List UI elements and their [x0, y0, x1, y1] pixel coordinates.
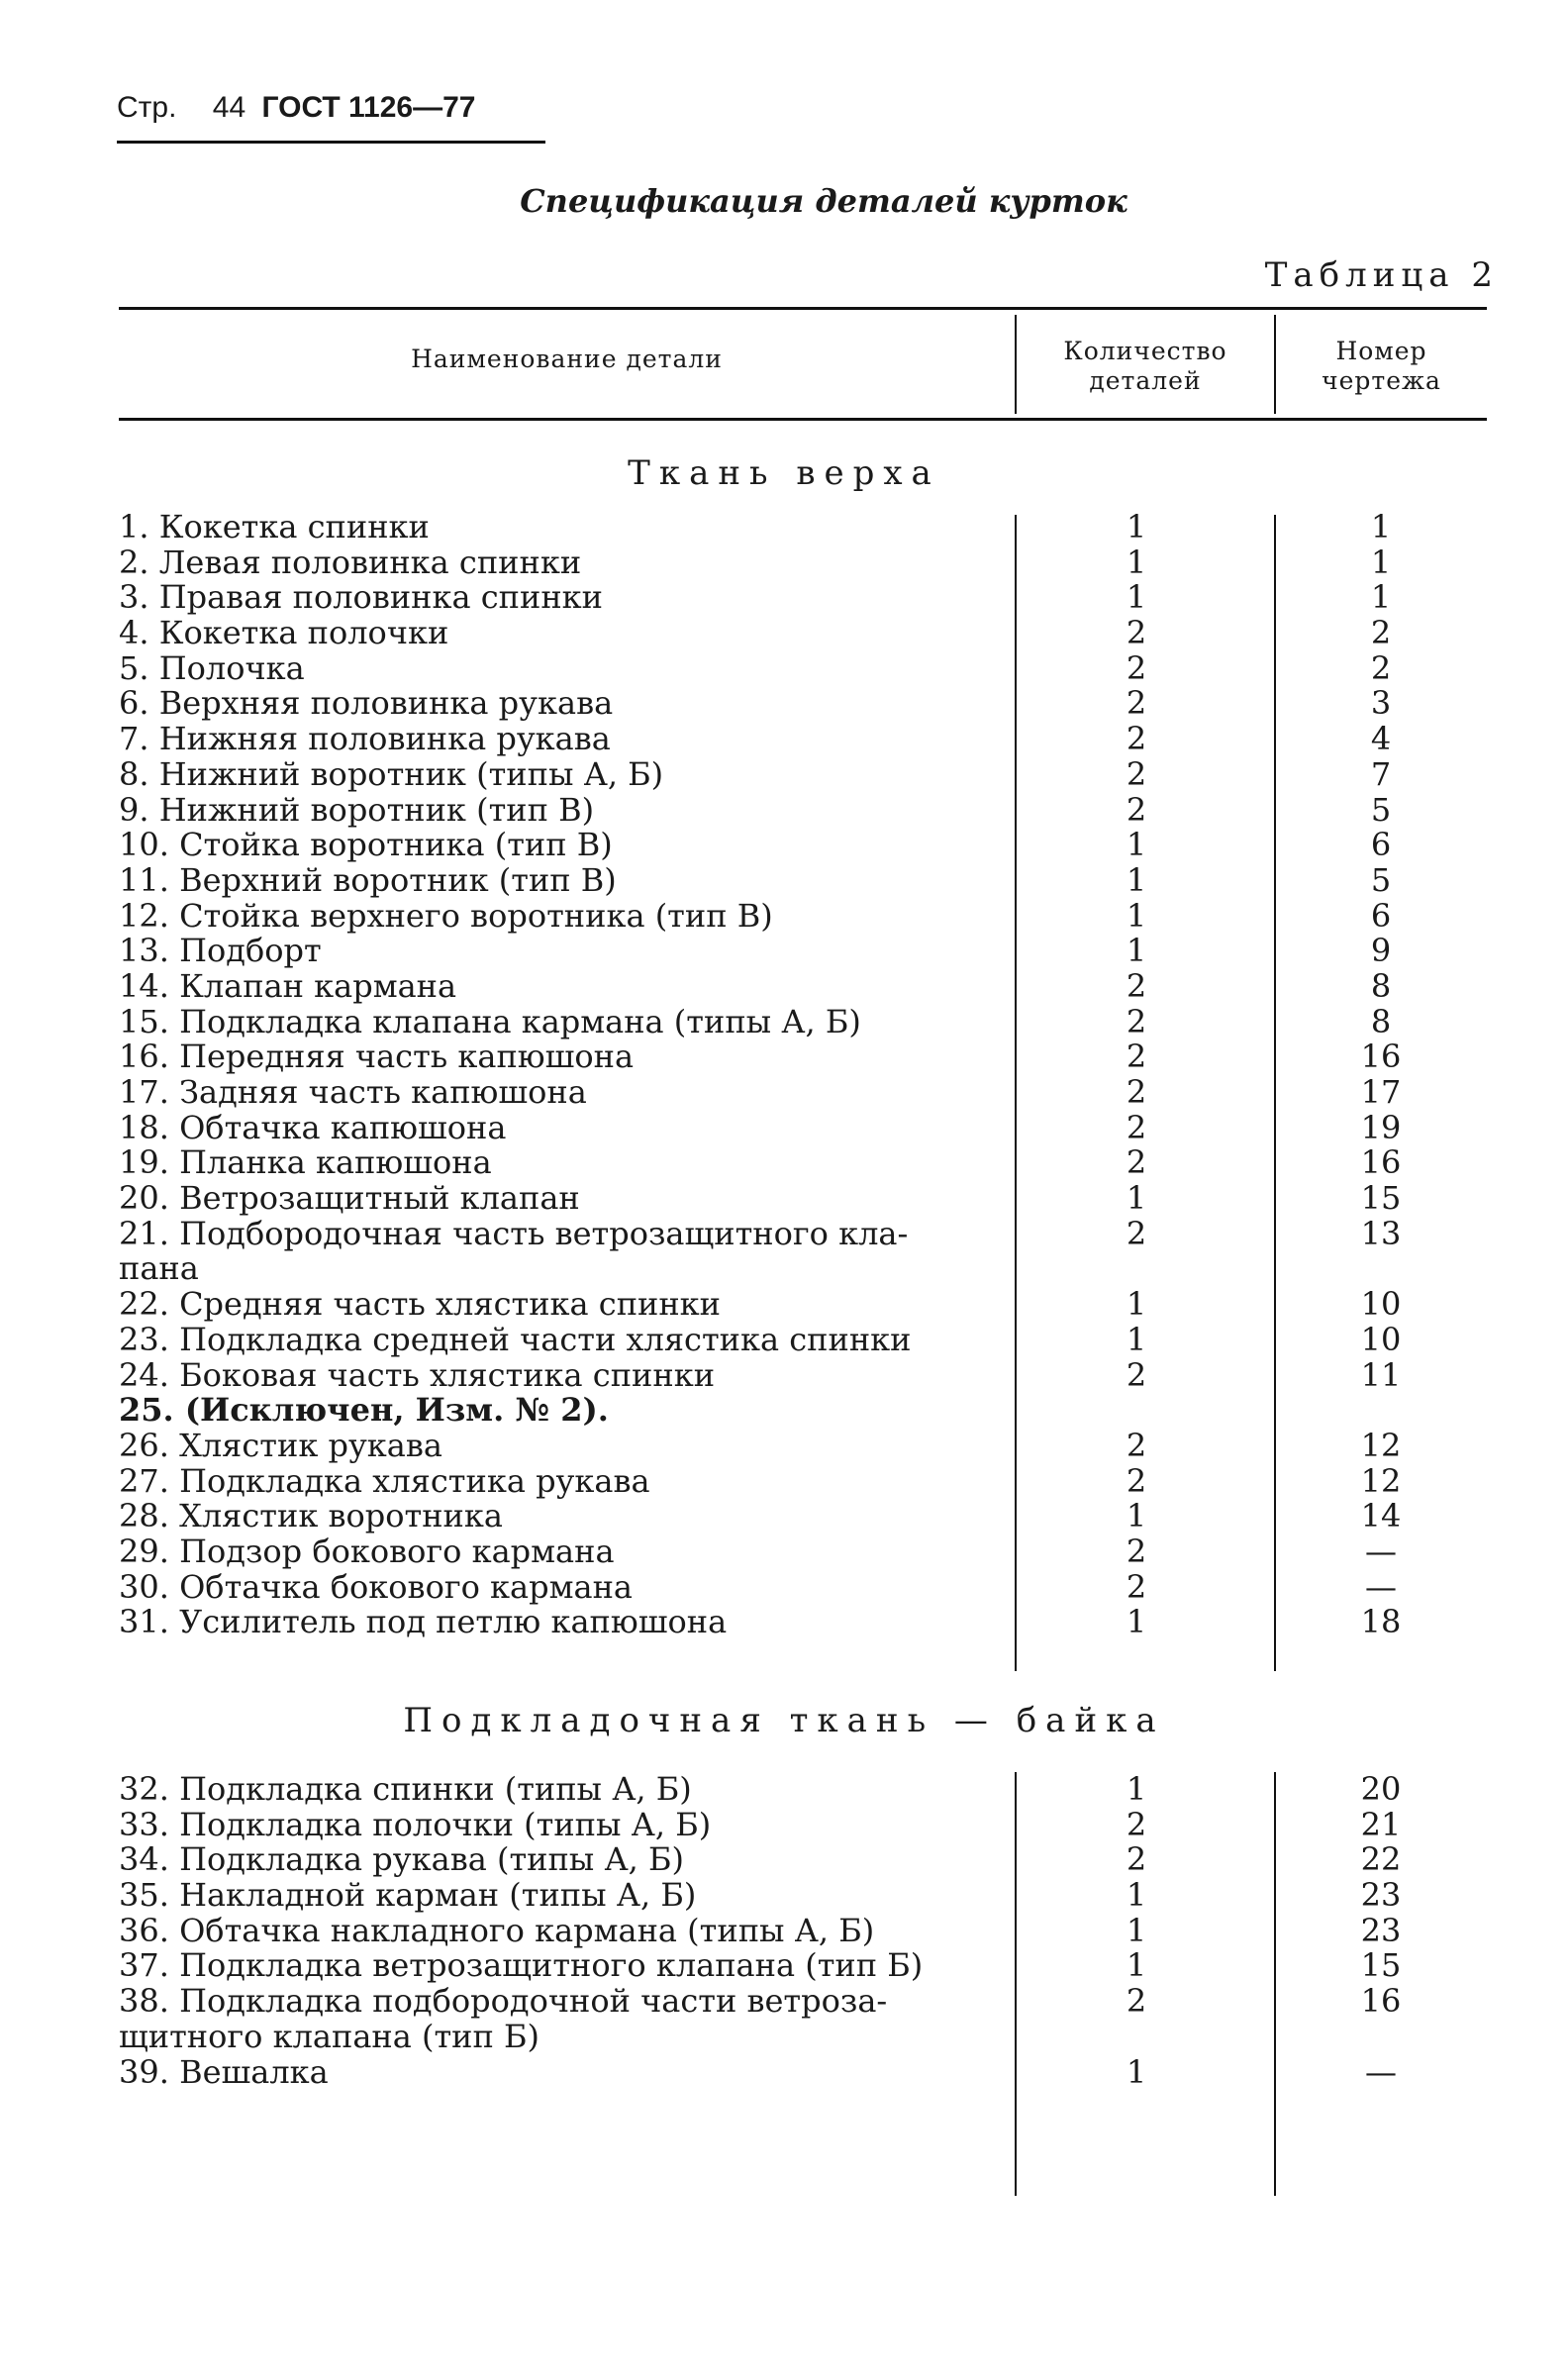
drawing-number: 10	[1360, 1320, 1402, 1358]
table-row	[0, 1772, 1568, 1808]
part-quantity: 1	[1126, 1946, 1147, 1985]
table-row	[0, 1002, 1568, 1040]
drawing-number: 21	[1360, 1805, 1402, 1843]
table-row	[0, 1355, 1568, 1394]
part-quantity: 2	[1126, 1426, 1147, 1464]
table-row	[0, 828, 1568, 863]
drawing-number: —	[1365, 2052, 1397, 2091]
part-name: 22. Средняя часть хлястика спинки	[119, 1285, 721, 1324]
part-quantity: 1	[1126, 1497, 1147, 1535]
part-quantity: 2	[1126, 648, 1147, 687]
part-quantity: 1	[1126, 578, 1147, 617]
part-quantity: 2	[1126, 1214, 1147, 1252]
part-name: 36. Обтачка накладного кармана (типы А, Б)	[119, 1911, 875, 1949]
drawing-number: 3	[1370, 684, 1392, 723]
part-name: 29. Подзор бокового кармана	[119, 1532, 615, 1570]
part-name: 17. Задняя часть капюшона	[119, 1073, 587, 1111]
part-quantity: 1	[1126, 826, 1147, 864]
part-name: 25. (Исключен, Изм. № 2).	[119, 1391, 609, 1430]
part-quantity: 2	[1126, 790, 1147, 829]
part-name: 1. Кокетка спинки	[119, 508, 430, 545]
part-name: 23. Подкладка средней части хлястика спинки	[119, 1320, 912, 1358]
table-row	[0, 616, 1568, 651]
table-header-rule	[119, 418, 1487, 421]
part-quantity: 2	[1126, 1355, 1147, 1394]
table-row	[0, 1499, 1568, 1534]
part-name: 30. Обтачка бокового кармана	[119, 1567, 633, 1606]
table-row	[0, 1911, 1568, 1949]
column-header-name: Наименование детали	[411, 345, 723, 373]
part-name: 28. Хлястик воротника	[119, 1497, 503, 1535]
part-name: 35. Накладной карман (типы А, Б)	[119, 1876, 697, 1915]
part-quantity: 2	[1126, 1002, 1147, 1040]
part-name: 24. Боковая часть хлястика спинки	[119, 1355, 716, 1394]
column-header-qty-line1: Количество	[1063, 337, 1227, 365]
part-quantity: 2	[1126, 1038, 1147, 1076]
part-name: 27. Подкладка хлястика рукава	[119, 1461, 650, 1500]
table-row	[0, 1039, 1568, 1075]
table-row	[0, 860, 1568, 899]
part-quantity: 2	[1126, 1073, 1147, 1111]
table-row	[0, 2052, 1568, 2091]
drawing-number: 15	[1360, 1179, 1402, 1218]
part-quantity: 2	[1126, 614, 1147, 652]
part-quantity: 1	[1126, 1603, 1147, 1641]
table-row	[0, 1948, 1568, 1984]
part-quantity: 2	[1126, 684, 1147, 723]
part-name: 12. Стойка верхнего воротника (тип В)	[119, 896, 773, 935]
table-row	[0, 966, 1568, 1005]
part-name: 38. Подкладка подбородочной части ветроза-	[119, 1982, 888, 2021]
drawing-number: 18	[1360, 1603, 1402, 1641]
column-header-drawing-line2: чертежа	[1322, 366, 1441, 395]
part-name: 31. Усилитель под петлю капюшона	[119, 1603, 728, 1641]
table-row	[0, 896, 1568, 935]
column-header-qty	[1017, 337, 1274, 396]
drawing-number: 10	[1360, 1285, 1402, 1324]
table-row	[0, 1534, 1568, 1570]
drawing-number: 13	[1360, 1214, 1402, 1252]
table-top-rule	[119, 307, 1487, 310]
column-header-drawing-line1: Номер	[1335, 337, 1427, 365]
table-row	[0, 2017, 1568, 2055]
table-row	[0, 1108, 1568, 1146]
part-quantity: 2	[1126, 1982, 1147, 2021]
drawing-number: 16	[1360, 1143, 1402, 1182]
drawing-number: 23	[1360, 1876, 1402, 1915]
part-name: 11. Верхний воротник (тип В)	[119, 860, 617, 899]
part-name: 4. Кокетка полочки	[119, 614, 449, 652]
section-title-1: Ткань верха	[628, 453, 940, 493]
part-name: 14. Клапан кармана	[119, 966, 457, 1005]
table-row	[0, 1181, 1568, 1217]
table-row	[0, 1461, 1568, 1500]
part-name: 8. Нижний воротник (типы А, Б)	[119, 754, 664, 793]
table-row	[0, 1251, 1568, 1287]
part-name: 37. Подкладка ветрозащитного клапана (тип Б)	[119, 1946, 924, 1985]
drawing-number: —	[1365, 1532, 1397, 1570]
table-row	[0, 1567, 1568, 1606]
table-label: Таблица 2	[1264, 255, 1499, 295]
drawing-number: 8	[1370, 1002, 1392, 1040]
drawing-number: 2	[1370, 648, 1392, 687]
table-row	[0, 722, 1568, 757]
table-row	[0, 1145, 1568, 1181]
part-quantity: 2	[1126, 1108, 1147, 1146]
drawing-number: 16	[1360, 1038, 1402, 1076]
part-name: 20. Ветрозащитный клапан	[119, 1179, 580, 1218]
part-name: 34. Подкладка рукава (типы А, Б)	[119, 1840, 685, 1879]
drawing-number: 4	[1370, 720, 1392, 758]
section-2-rows	[0, 1772, 1568, 2090]
part-quantity: 1	[1126, 860, 1147, 899]
table-row	[0, 1878, 1568, 1914]
part-quantity: 1	[1126, 1770, 1147, 1808]
drawing-number: 19	[1360, 1108, 1402, 1146]
part-quantity: 1	[1126, 543, 1147, 581]
drawing-number: 9	[1370, 932, 1392, 970]
standard-code: ГОСТ 1126—77	[261, 91, 476, 124]
part-name: 21. Подбородочная часть ветрозащитного кла-	[119, 1214, 909, 1252]
part-name: 10. Стойка воротника (тип В)	[119, 826, 613, 864]
table-row	[0, 580, 1568, 616]
column-header-qty-line2: деталей	[1089, 366, 1202, 395]
table-row	[0, 648, 1568, 687]
table-row	[0, 1214, 1568, 1252]
table-row	[0, 1805, 1568, 1843]
column-header-drawing	[1276, 337, 1487, 396]
table-row	[0, 1287, 1568, 1323]
table-row	[0, 545, 1568, 581]
drawing-number: 14	[1360, 1497, 1402, 1535]
drawing-number: 5	[1370, 790, 1392, 829]
drawing-number: 20	[1360, 1770, 1402, 1808]
part-quantity: 2	[1126, 1805, 1147, 1843]
section-title-2: Подкладочная ткань — байка	[403, 1701, 1165, 1740]
part-quantity: 1	[1126, 896, 1147, 935]
drawing-number: 12	[1360, 1426, 1402, 1464]
table-row	[0, 1393, 1568, 1429]
part-name: 5. Полочка	[119, 648, 305, 687]
part-quantity: 2	[1126, 1143, 1147, 1182]
drawing-number: 6	[1370, 896, 1392, 935]
table-row	[0, 1605, 1568, 1640]
part-quantity: 2	[1126, 1461, 1147, 1500]
part-name: 33. Подкладка полочки (типы А, Б)	[119, 1805, 712, 1843]
part-quantity: 2	[1126, 1840, 1147, 1879]
part-name: 16. Передняя часть капюшона	[119, 1038, 635, 1076]
table-row	[0, 934, 1568, 969]
drawing-number: 12	[1360, 1461, 1402, 1500]
drawing-number: 22	[1360, 1840, 1402, 1879]
drawing-number: 1	[1370, 578, 1392, 617]
table-row	[0, 1426, 1568, 1464]
page-header	[117, 91, 545, 144]
drawing-number: 1	[1370, 543, 1392, 581]
drawing-number: 2	[1370, 614, 1392, 652]
part-name: 6. Верхняя половинка рукава	[119, 684, 614, 723]
drawing-number: 16	[1360, 1982, 1402, 2021]
part-name: 3. Правая половинка спинки	[119, 578, 603, 617]
part-name: 13. Подборт	[119, 932, 322, 970]
drawing-number: 11	[1360, 1355, 1402, 1394]
drawing-number: 15	[1360, 1946, 1402, 1985]
part-quantity: 1	[1126, 1179, 1147, 1218]
drawing-number: —	[1365, 1567, 1397, 1606]
part-name: пана	[119, 1249, 199, 1288]
part-name: 2. Левая половинка спинки	[119, 543, 582, 581]
part-quantity: 2	[1126, 966, 1147, 1005]
part-name: 18. Обтачка капюшона	[119, 1108, 507, 1146]
table-row	[0, 1075, 1568, 1111]
part-name: 9. Нижний воротник (тип В)	[119, 790, 595, 829]
part-name: 39. Вешалка	[119, 2052, 329, 2091]
part-name: 26. Хлястик рукава	[119, 1426, 442, 1464]
part-quantity: 1	[1126, 1320, 1147, 1358]
table-row	[0, 790, 1568, 829]
drawing-number: 5	[1370, 860, 1392, 899]
part-quantity: 2	[1126, 754, 1147, 793]
part-quantity: 2	[1126, 720, 1147, 758]
section-1-rows	[0, 510, 1568, 1640]
part-quantity: 2	[1126, 1567, 1147, 1606]
page-number: 44	[212, 91, 246, 124]
drawing-number: 1	[1370, 508, 1392, 545]
part-name: щитного клапана (тип Б)	[119, 2017, 539, 2055]
part-name: 7. Нижняя половинка рукава	[119, 720, 611, 758]
table-row	[0, 1984, 1568, 2020]
part-quantity: 1	[1126, 1911, 1147, 1949]
table-row	[0, 510, 1568, 545]
part-quantity: 1	[1126, 932, 1147, 970]
drawing-number: 17	[1360, 1073, 1402, 1111]
table-row	[0, 1842, 1568, 1878]
part-quantity: 1	[1126, 1876, 1147, 1915]
part-quantity: 2	[1126, 1532, 1147, 1570]
part-quantity: 1	[1126, 1285, 1147, 1324]
drawing-number: 8	[1370, 966, 1392, 1005]
drawing-number: 6	[1370, 826, 1392, 864]
table-row	[0, 686, 1568, 722]
document-title: Спецификация деталей курток	[520, 182, 1127, 220]
part-name: 19. Планка капюшона	[119, 1143, 492, 1182]
page-label: Стр.	[117, 91, 177, 124]
drawing-number: 23	[1360, 1911, 1402, 1949]
part-name: 15. Подкладка клапана кармана (типы А, Б)	[119, 1002, 861, 1040]
drawing-number: 7	[1370, 754, 1392, 793]
part-quantity: 1	[1126, 508, 1147, 545]
table-row	[0, 1320, 1568, 1358]
part-quantity: 1	[1126, 2052, 1147, 2091]
table-row	[0, 754, 1568, 793]
part-name: 32. Подкладка спинки (типы А, Б)	[119, 1770, 692, 1808]
